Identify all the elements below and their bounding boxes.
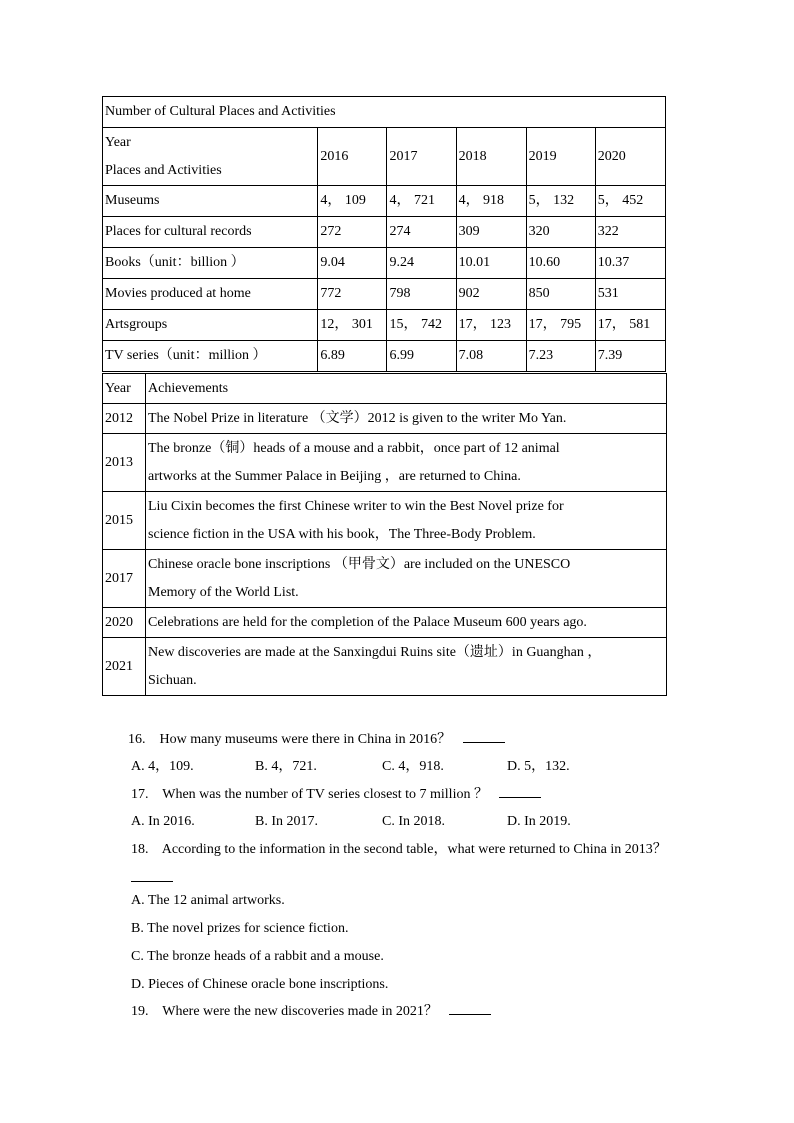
question-text: How many museums were there in China in 2016？ [159, 732, 452, 747]
year-cell: 2013 [103, 434, 146, 492]
header-places-activities: Places and Activities [105, 162, 222, 178]
option-d[interactable]: D. 5，132. [507, 759, 570, 774]
table-cell: 274 [387, 217, 456, 248]
option-d[interactable]: D. In 2019. [507, 814, 571, 829]
option-b[interactable]: B. In 2017. [255, 814, 318, 829]
year-header-cell: 2017 [387, 128, 456, 186]
option-b[interactable]: B. 4，721. [255, 759, 317, 774]
table-cell: 9.24 [387, 248, 456, 279]
achievement-line: New discoveries are made at the Sanxingdui Ruins site（遗址）in Guanghan ， [148, 644, 602, 660]
option-b[interactable]: B. The novel prizes for science fiction. [131, 921, 349, 936]
table-row [103, 638, 667, 696]
answer-blank[interactable] [499, 796, 541, 798]
table-row [103, 279, 666, 310]
question-text: According to the information in the second table，what were returned to China in 2013？ [161, 842, 667, 857]
table-cell: 6.99 [387, 341, 456, 372]
achievement-cell [146, 608, 667, 638]
table-row [103, 217, 666, 248]
question-text: Where were the new discoveries made in 2021？ [162, 1004, 438, 1019]
achievement-line: Celebrations are held for the completion of the Palace Museum 600 years ago. [148, 614, 587, 630]
table-cell: 4， 109 [318, 186, 387, 217]
table-row [103, 608, 667, 638]
question-16 [128, 731, 505, 749]
achievement-line: Liu Cixin becomes the first Chinese writer to win the Best Novel prize for [148, 498, 564, 514]
table-row [103, 341, 666, 372]
question-18 [131, 841, 667, 859]
year-header-cell: 2019 [526, 128, 595, 186]
achievement-cell [146, 492, 667, 550]
table-cell: 17， 581 [595, 310, 665, 341]
achievement-cell [146, 550, 667, 608]
table-cell: 10.01 [456, 248, 526, 279]
table-cell: 531 [595, 279, 665, 310]
option-a[interactable]: A. 4，109. [131, 759, 194, 774]
achievements-column-header: Achievements [146, 374, 667, 404]
table-corner-header [103, 128, 318, 186]
year-header-cell: 2016 [318, 128, 387, 186]
table-cell: 272 [318, 217, 387, 248]
table-cell: 5， 452 [595, 186, 665, 217]
year-cell: 2021 [103, 638, 146, 696]
table-cell: 309 [456, 217, 526, 248]
achievement-line: Chinese oracle bone inscriptions （甲骨文）are included on the UNESCO [148, 556, 571, 572]
achievement-line: artworks at the Summer Palace in Beijing ，are returned to China. [148, 468, 521, 484]
table-row [103, 310, 666, 341]
option-c[interactable]: C. The bronze heads of a rabbit and a mouse. [131, 949, 384, 964]
table-row [103, 248, 666, 279]
table-cell: 6.89 [318, 341, 387, 372]
question-text: When was the number of TV series closest to 7 million ？ [162, 787, 488, 802]
answer-blank[interactable] [449, 1013, 491, 1015]
option-c[interactable]: C. In 2018. [382, 814, 445, 829]
achievement-line: The bronze（铜）heads of a mouse and a rabbit，once part of 12 animal [148, 440, 560, 456]
year-cell: 2012 [103, 404, 146, 434]
option-d[interactable]: D. Pieces of Chinese oracle bone inscriptions. [131, 977, 389, 992]
table-cell: 322 [595, 217, 665, 248]
table-cell: 17， 795 [526, 310, 595, 341]
option-a[interactable]: A. The 12 animal artworks. [131, 893, 285, 908]
table-cell: 7.08 [456, 341, 526, 372]
table-title: Number of Cultural Places and Activities [103, 97, 666, 128]
option-a[interactable]: A. In 2016. [131, 814, 195, 829]
table-cell: 320 [526, 217, 595, 248]
table-cell: 9.04 [318, 248, 387, 279]
answer-blank[interactable] [463, 741, 505, 743]
table-cell: 4， 918 [456, 186, 526, 217]
table-cell: 902 [456, 279, 526, 310]
row-label: TV series（unit：million ） [103, 341, 318, 372]
table-cell: 15， 742 [387, 310, 456, 341]
table-row [103, 492, 667, 550]
table-row [103, 550, 667, 608]
table-row [103, 404, 667, 434]
question-number: 17. [131, 787, 149, 802]
table-cell: 10.37 [595, 248, 665, 279]
answer-blank[interactable] [131, 868, 173, 882]
year-cell: 2017 [103, 550, 146, 608]
year-header-cell: 2020 [595, 128, 665, 186]
table-cell: 5， 132 [526, 186, 595, 217]
table-cell: 4， 721 [387, 186, 456, 217]
table-cell: 7.23 [526, 341, 595, 372]
table-row [103, 434, 667, 492]
row-label: Movies produced at home [103, 279, 318, 310]
achievement-line: science fiction in the USA with his book，The Three-Body Problem. [148, 526, 536, 542]
table-cell: 772 [318, 279, 387, 310]
achievement-line: Memory of the World List. [148, 584, 299, 600]
table-row [103, 186, 666, 217]
table-cell: 7.39 [595, 341, 665, 372]
table-cell: 850 [526, 279, 595, 310]
row-label: Books（unit：billion ） [103, 248, 318, 279]
table-cell: 12， 301 [318, 310, 387, 341]
year-column-header: Year [103, 374, 146, 404]
cultural-places-table [102, 96, 666, 372]
question-number: 19. [131, 1004, 149, 1019]
table-cell: 10.60 [526, 248, 595, 279]
achievement-line: Sichuan. [148, 672, 197, 688]
year-cell: 2015 [103, 492, 146, 550]
question-number: 16. [128, 732, 146, 747]
question-number: 18. [131, 842, 149, 857]
question-17 [131, 786, 541, 804]
row-label: Places for cultural records [103, 217, 318, 248]
header-year: Year [105, 134, 131, 150]
table-cell: 17， 123 [456, 310, 526, 341]
achievement-cell [146, 434, 667, 492]
achievement-cell [146, 404, 667, 434]
option-c[interactable]: C. 4，918. [382, 759, 444, 774]
achievement-line: The Nobel Prize in literature （文学）2012 is given to the writer Mo Yan. [148, 410, 567, 426]
year-cell: 2020 [103, 608, 146, 638]
row-label: Museums [103, 186, 318, 217]
year-header-cell: 2018 [456, 128, 526, 186]
achievement-cell [146, 638, 667, 696]
question-19 [131, 1003, 491, 1021]
table-cell: 798 [387, 279, 456, 310]
achievements-table [102, 373, 667, 696]
row-label: Artsgroups [103, 310, 318, 341]
